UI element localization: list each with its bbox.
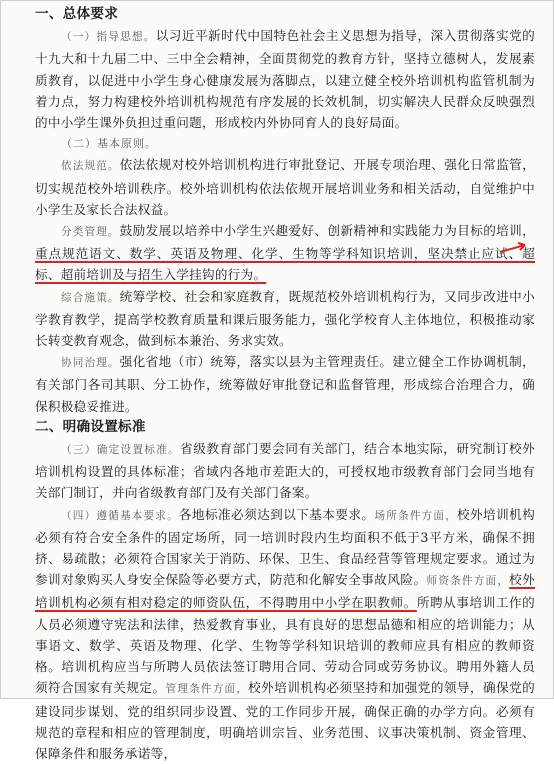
paragraph-basic-requirements bbox=[35, 504, 535, 764]
text-basic-requirements-intro: 各地标准必须达到以下基本要求。 bbox=[178, 506, 375, 522]
label-setting-standards: （三）确定设置标准。 bbox=[61, 444, 181, 457]
section-heading-2: 二、明确设置标准 bbox=[35, 418, 146, 435]
text-lawful-regulation: 依法依规对校外培训机构进行审批登记、开展专项治理、强化日常监管，切实规范校外培训秩序。校外培训机构依法依规开展培训业务和相关活动，自觉维护中小学生及家长合法权益。 bbox=[35, 157, 536, 217]
text-venue-conditions: 校外培训机构必须有符合安全条件的固定场所，同一培训时段内生均面积不低于3平方米，确保不拥挤、易疏散；必须符合国家关于消防、环保、卫生、食品经营等管理规定要求。通过为参训对象购买人身安全保险等必要方式，防范和化解安全事故风险。 bbox=[35, 506, 536, 588]
label-guiding-ideology: （一）指导思想。 bbox=[61, 31, 156, 44]
red-underline-arrow-icon bbox=[499, 240, 529, 256]
highlighted-text-subject-training: 重点规范语文、数学、英语及物理、化学、生物等学科知识培训，坚决禁止应试、超标、超前培训及与招生入学挂钩的行为。 bbox=[35, 246, 535, 283]
label-comprehensive-measures: 综合施策。 bbox=[61, 291, 120, 304]
label-teacher-conditions: 师资条件方面， bbox=[426, 575, 510, 588]
label-management-conditions: 管理条件方面， bbox=[165, 683, 249, 696]
document-body bbox=[35, 4, 535, 764]
paragraph-lawful-regulation bbox=[35, 154, 535, 220]
text-teacher-conditions: 所聘从事培训工作的人员必须遵守宪法和法律，热爱教育事业，具有良好的思想品德和相应的培训能力；从事语文、数学、英语及物理、化学、生物等学科知识培训的教师应具有相应的教师资格。培训机构应当与所聘人员依法签订聘用合同、劳动合同或劳务协议。聘用外籍人员须符合国家有关规定。 bbox=[35, 595, 536, 696]
subheading-basic-principles: （二）基本原则。 bbox=[61, 137, 157, 151]
paragraph-coordinated-governance bbox=[35, 351, 535, 417]
highlighted-text-teacher-ban: 校外培训机构必须有相对稳定的师资队伍，不得聘用中小学在职教师。 bbox=[35, 572, 536, 611]
text-coordinated-governance: 强化省地（市）统筹，落实以县为主管理责任。建立健全工作协调机制，有关部门各司其职、分工协作，统筹做好审批登记和监督管理，形成综合治理合力，确保积极稳妥推进。 bbox=[35, 354, 536, 414]
label-coordinated-governance: 协同治理。 bbox=[61, 357, 120, 370]
text-guiding-ideology: 以习近平新时代中国特色社会主义思想为指导，深入贯彻落实党的十九大和十九届二中、三中全会精神，全面贯彻党的教育方针，坚持立德树人，发展素质教育，以促进中小学生身心健康发展为落脚点，以建立健全校外培训机构监管机制为着力点，努力构建校外培训机构规范有序发展的长效机制，切实解决人民群众反映强烈的中小学生课外负担过重问题，形成校内外协同育人的良好局面。 bbox=[35, 28, 536, 131]
section-heading-1: 一、总体要求 bbox=[35, 6, 119, 22]
paragraph-guiding-ideology bbox=[35, 25, 535, 133]
label-lawful-regulation: 依法规范。 bbox=[61, 160, 120, 173]
paragraph-classified-management bbox=[35, 220, 535, 286]
text-classified-management: 鼓励发展以培养中小学生兴趣爱好、创新精神和实践能力为目标的培训， bbox=[119, 223, 536, 239]
paragraph-comprehensive-measures bbox=[35, 286, 535, 352]
text-setting-standards: 省级教育部门要会同有关部门，结合本地实际，研究制订校外培训机构设置的具体标准；省域内各地市差距大的，可授权地市级教育部门会同当地有关部门制订，并向省级教育部门及有关部门备案。 bbox=[35, 441, 536, 501]
label-classified-management: 分类管理。 bbox=[61, 226, 120, 239]
text-comprehensive-measures: 统筹学校、社会和家庭教育，既规范校外培训机构行为，又同步改进中小学教育教学，提高学校教育质量和课后服务能力，强化学校育人主体地位，积极推动家长转变教育观念，做到标本兼治、务求实效。 bbox=[35, 288, 536, 349]
text-management-conditions: 校外培训机构必须坚持和加强党的领导，确保党的建设同步谋划、党的组织同步设置、党的工作同步开展，确保正确的办学方向。必须有规范的章程和相应的管理制度，明确培训宗旨、业务范围、议事决策机制、资金管理、保障条件和服务承诺等， bbox=[35, 680, 536, 761]
paragraph-setting-standards bbox=[35, 438, 535, 504]
label-basic-requirements: （四）遵循基本要求。 bbox=[61, 509, 179, 522]
label-venue-conditions: 场所条件方面， bbox=[374, 509, 457, 522]
